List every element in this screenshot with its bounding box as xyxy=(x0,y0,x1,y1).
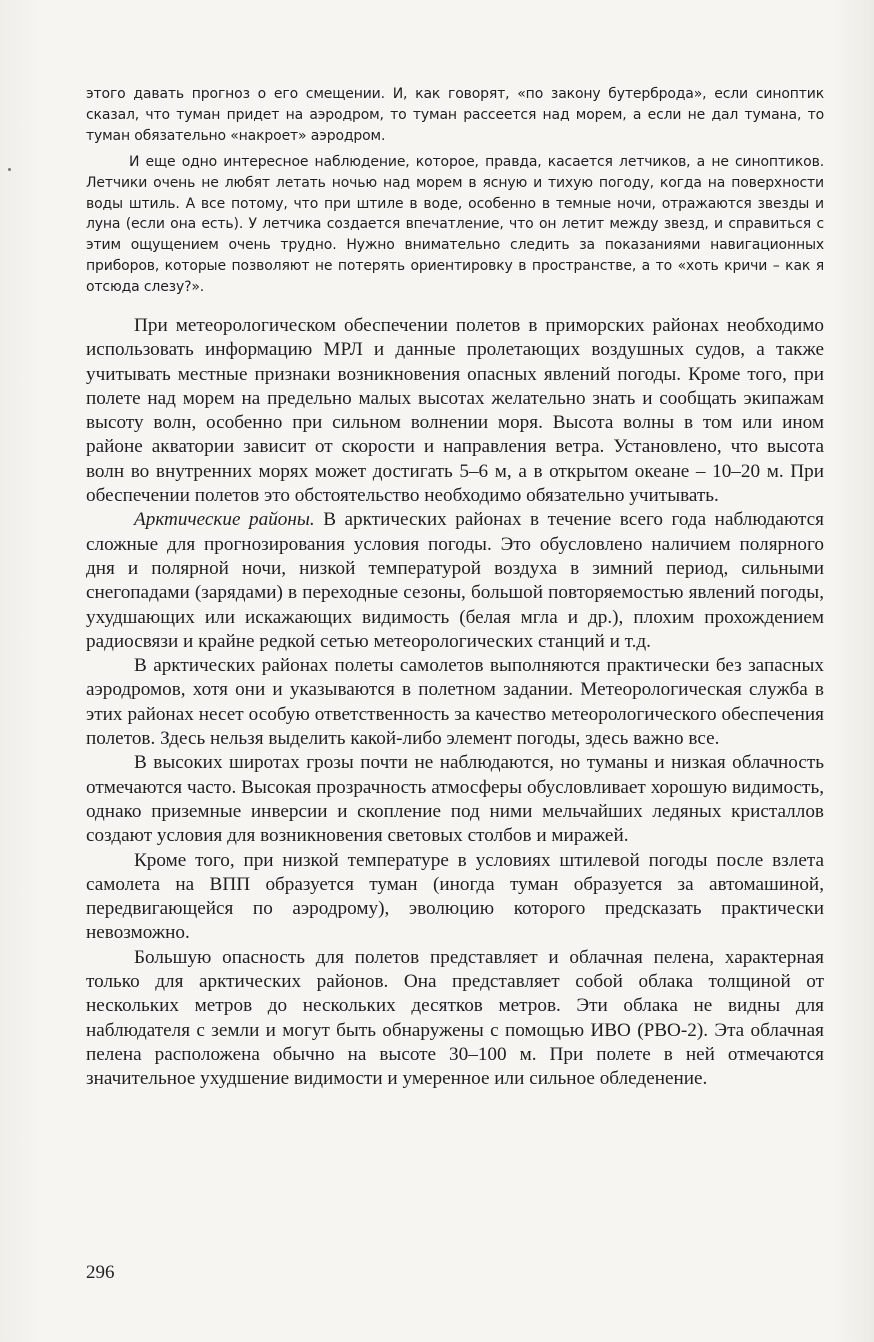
serif-text-block xyxy=(86,314,824,1092)
serif-paragraph-3 xyxy=(86,654,824,751)
scan-speck xyxy=(8,168,11,171)
sans-paragraph-2: И еще одно интересное наблюдение, которое, правда, касается летчиков, а не синоптиков. Летчики очень не любят летать ночью над морем в ясную и тихую погоду, когда на поверхности воды штиль. А все потому, что при штиле в воде, особенно в темные ночи, отражаются звезды и луна (если она есть). У летчика создается впечатление, что он летит между звезд, и справиться с этим ощущением очень трудно. Нужно внимательно следить за показаниями навигационных приборов, которые позволяют не потерять ориентировку в пространстве, а то «хоть кричи – как я отсюда слезу?». xyxy=(86,153,824,296)
paragraph-text: Большую опасность для полетов представляет и облачная пелена, характерная только для арктических районов. Она представляет собой облака толщиной от нескольких метров до нескольких десятков метров. Эти облака не видны для наблюдателя с земли и могут быть обнаружены с помощью ИВО (РВО-2). Эта облачная пелена расположена обычно на высоте 30–100 м. При полете в ней отмечаются значительное ухудшение видимости и умеренное или сильное обледенение. xyxy=(86,946,824,1090)
serif-paragraph-5 xyxy=(86,849,824,946)
serif-paragraph-4 xyxy=(86,751,824,848)
paragraph-text: При метеорологическом обеспечении полетов в приморских районах необходимо использовать информацию МРЛ и данные пролетающих воздушных судов, а также учитывать местные признаки возникновения опасных явлений погоды. Кроме того, при полете над морем на предельно малых высотах желательно знать и сообщать экипажам высоту волн, особенно при сильном волнении моря. Высота волны в том или ином районе акватории зависит от скорости и направления ветра. Установлено, что высота волн во внутренних морях может достигать 5–6 м, а в открытом океане – 10–20 м. При обеспечении полетов это обстоятельство необходимо обязательно учитывать. xyxy=(86,315,824,507)
paragraph-text: Кроме того, при низкой температуре в условиях штилевой погоды после взлета самолета на ВПП образуется туман (иногда туман образуется за автомашиной, передвигающейся по аэродрому), эволюцию которого предсказать практически невозможно. xyxy=(86,849,824,944)
paragraph-text: В арктических районах в течение всего года наблюдаются сложные для прогнозирования условия погоды. Это обусловлено наличием полярного дня и полярной ночи, низкой температурой воздуха в зимний период, сильными снегопадами (зарядами) в переходные сезоны, большой повторяемостью явлений погоды, ухудшающих или искажающих видимость (белая мгла и др.), плохим прохождением радиосвязи и крайне редкой сетью метеорологических станций и т.д. xyxy=(86,509,824,652)
sans-text-block xyxy=(86,84,824,298)
paragraph-text: В арктических районах полеты самолетов выполняются практически без запасных аэродромов, хотя они и указываются в полетном задании. Метеорологическая служба в этих районах несет особую ответственность за качество метеорологического обеспечения полетов. Здесь нельзя выделить какой-либо элемент погоды, здесь важно все. xyxy=(86,655,824,750)
serif-paragraph-2 xyxy=(86,508,824,654)
serif-paragraph-6 xyxy=(86,946,824,1092)
sans-paragraph-1: этого давать прогноз о его смещении. И, как говорят, «по закону бутерброда», если синоптик сказал, что туман придет на аэродром, то туман рассеется над морем, а если не дал тумана, то туман обязательно «накроет» аэродром. xyxy=(86,86,824,144)
paragraph-text: В высоких широтах грозы почти не наблюдаются, но туманы и низкая облачность отмечаются часто. Высокая прозрачность атмосферы обусловливает хорошую видимость, однако приземные инверсии и скопление под ними мельчайших ледяных кристаллов создают условия для возникновения световых столбов и миражей. xyxy=(86,752,824,847)
page-number: 296 xyxy=(86,1262,115,1283)
section-lead: Арктические районы. xyxy=(134,509,315,531)
serif-paragraph-1 xyxy=(86,314,824,508)
